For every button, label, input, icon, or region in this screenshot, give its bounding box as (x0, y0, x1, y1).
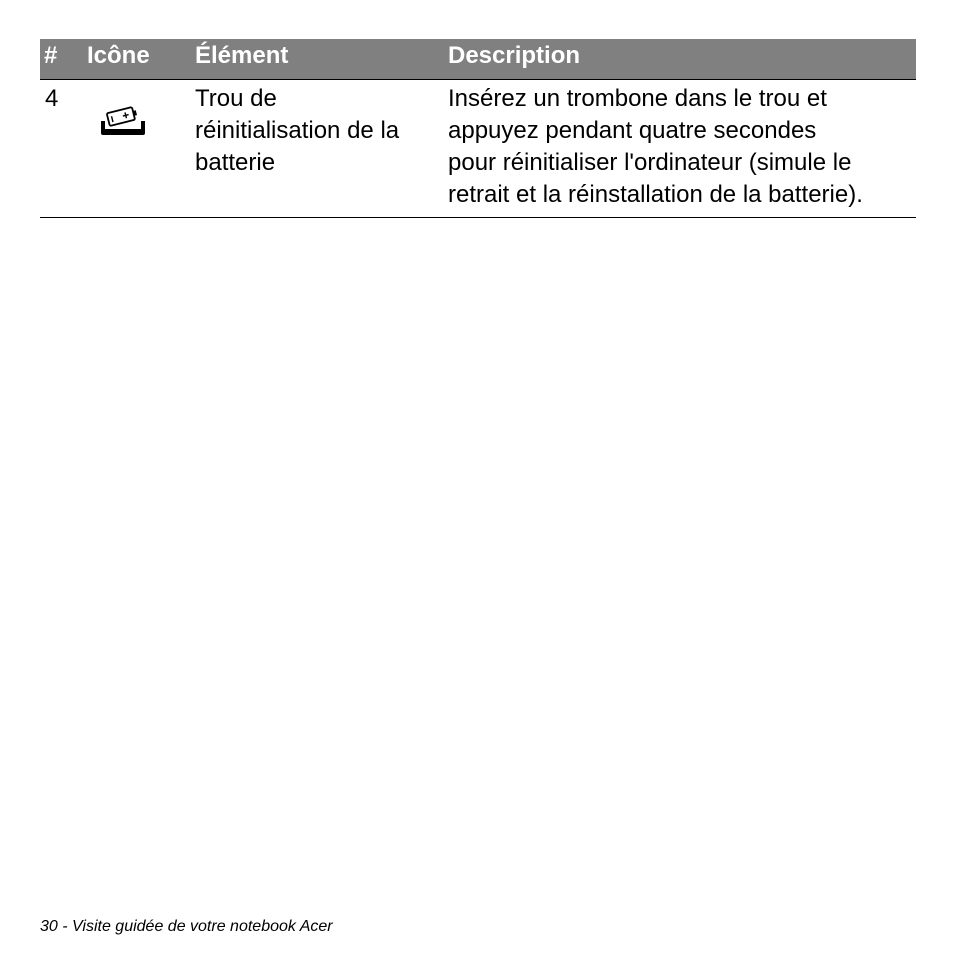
components-table (40, 39, 916, 218)
header-icon: Icône (87, 42, 150, 69)
row-description: Insérez un trombone dans le trou et appuyez pendant quatre secondes pour réinitialiser l'ordinateur (simule le retrait et la réinstallation de la batterie). (448, 85, 863, 208)
table-row (40, 80, 916, 218)
header-element: Élément (195, 42, 289, 69)
page-footer: 30 - Visite guidée de votre notebook Acer (40, 918, 333, 935)
row-number: 4 (45, 85, 59, 112)
battery-reset-icon (99, 105, 147, 137)
header-description: Description (448, 42, 581, 69)
row-element: Trou de réinitialisation de la batterie (195, 85, 400, 176)
header-number: # (44, 42, 58, 69)
table-header (40, 39, 916, 80)
